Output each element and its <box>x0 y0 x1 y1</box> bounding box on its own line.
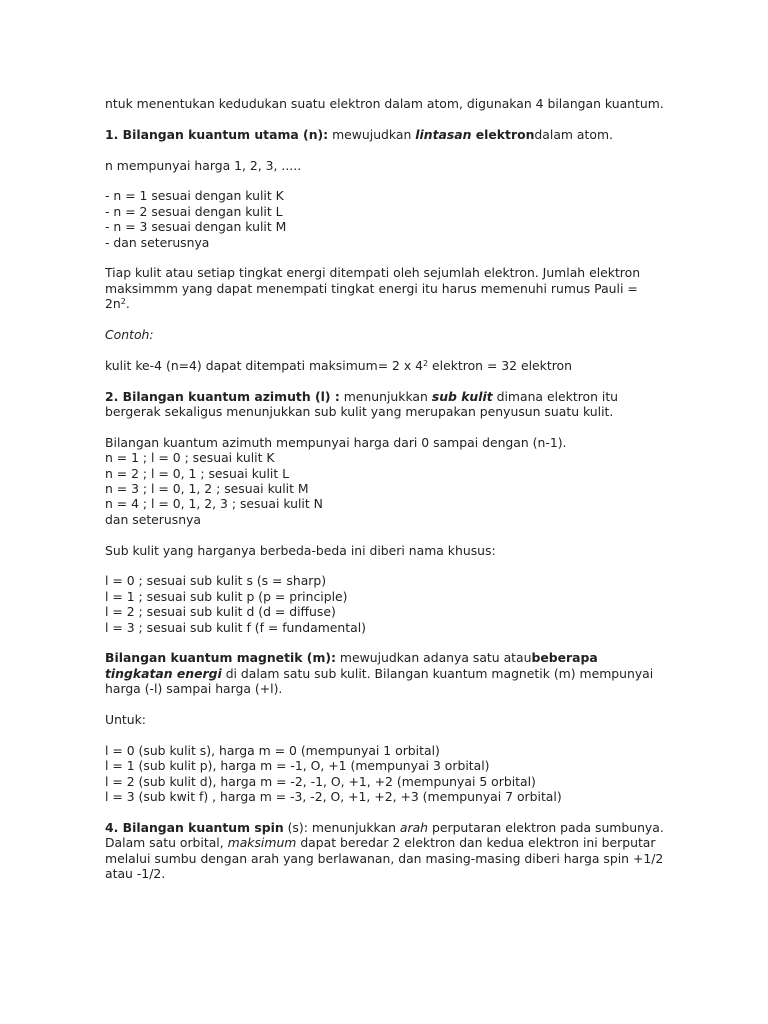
pauli-text: Tiap kulit atau setiap tingkat energi ditempati oleh sejumlah elektron. Jumlah elektron maksimmm yang dapat menempati tingkat energi itu harus memenuhi rumus Pauli = 2n <box>105 265 641 312</box>
list-item: l = 3 (sub kwit f) , harga m = -3, -2, O, +1, +2, +3 (mempunyai 7 orbital) <box>105 789 562 805</box>
contoh-label <box>105 327 665 342</box>
list-item: n = 2 ; l = 0, 1 ; sesuai kulit L <box>105 465 290 481</box>
section4-p2-text: Dalam satu orbital, <box>105 835 228 851</box>
section3-text: mewujudkan adanya satu atau <box>335 650 532 666</box>
section4-emphasis: arah <box>399 819 429 835</box>
section3-title: Bilangan kuantum magnetik (m): <box>105 650 336 666</box>
example-line <box>105 358 665 373</box>
section1-bold: elektron <box>471 126 535 142</box>
pauli-superscript: 2 <box>120 297 126 307</box>
list-item: - n = 2 sesuai dengan kulit L <box>105 203 283 219</box>
list-item: - n = 3 sesuai dengan kulit M <box>105 219 287 235</box>
example-text-end: elektron = 32 elektron <box>428 357 572 373</box>
section4-p2-emphasis: maksimum <box>227 835 297 851</box>
untuk-label: Untuk: <box>105 712 146 728</box>
list-item: l = 3 ; sesuai sub kulit f (f = fundamental) <box>105 619 366 635</box>
section2-text: menunjukkan <box>339 388 432 404</box>
section3-text-end: di dalam satu sub kulit. Bilangan kuantum magnetik (m) mempunyai harga (-l) sampai harga (+l). <box>105 665 654 697</box>
list-item: l = 1 (sub kulit p), harga m = -1, O, +1 (mempunyai 3 orbital) <box>105 758 490 774</box>
pauli-paragraph <box>105 265 665 311</box>
contoh-text: Contoh: <box>105 327 154 343</box>
section1-text: mewujudkan <box>328 126 416 142</box>
section3-heading <box>105 650 665 696</box>
example-text: kulit ke-4 (n=4) dapat ditempati maksimum= 2 x 4 <box>105 357 423 373</box>
list-item: Bilangan kuantum azimuth mempunyai harga dari 0 sampai dengan (n-1). <box>105 434 567 450</box>
section4-paragraph <box>105 835 665 881</box>
list-item: l = 0 (sub kulit s), harga m = 0 (mempunyai 1 orbital) <box>105 742 440 758</box>
section1-text-end: dalam atom. <box>534 126 613 142</box>
list-item: n = 1 ; l = 0 ; sesuai kulit K <box>105 450 275 466</box>
list-item: - n = 1 sesuai dengan kulit K <box>105 188 284 204</box>
section4-p2-text-end: dapat beredar 2 elektron dan kedua elektron ini berputar melalui sumbu dengan arah yang berlawanan, dan masing-masing diberi harga spin +1/2 atau -1/2. <box>105 835 664 882</box>
section2-heading <box>105 389 665 420</box>
section4-title: 4. Bilangan kuantum spin <box>105 819 284 835</box>
list-item: - dan seterusnya <box>105 234 210 250</box>
section1-emphasis: lintasan <box>415 126 472 142</box>
list-item: l = 2 (sub kulit d), harga m = -2, -1, O, +1, +2 (mempunyai 5 orbital) <box>105 773 536 789</box>
section2-text-end: dimana elektron itu bergerak sekaligus menunjukkan sub kulit yang merupakan penyusun suatu kulit. <box>105 388 619 420</box>
section2-emphasis: sub kulit <box>431 388 493 404</box>
pauli-end: . <box>125 296 130 312</box>
section3-emphasis: tingkatan energi <box>105 665 222 681</box>
section2-title: 2. Bilangan kuantum azimuth (l) : <box>105 388 340 404</box>
section1-title: 1. Bilangan kuantum utama (n): <box>105 126 329 142</box>
list-item: dan seterusnya <box>105 511 201 527</box>
list-item: l = 2 ; sesuai sub kulit d (d = diffuse) <box>105 604 336 620</box>
list-item: l = 0 ; sesuai sub kulit s (s = sharp) <box>105 573 327 589</box>
intro-paragraph: ntuk menentukan kedudukan suatu elektron dalam atom, digunakan 4 bilangan kuantum. <box>105 96 664 111</box>
example-superscript: 2 <box>423 358 429 368</box>
section3-bold: beberapa <box>531 650 598 666</box>
section4-text: (s): menunjukkan <box>283 819 400 835</box>
section4-heading <box>105 820 665 835</box>
list-item: n = 4 ; l = 0, 1, 2, 3 ; sesuai kulit N <box>105 496 323 512</box>
section1-harga: n mempunyai harga 1, 2, 3, ..... <box>105 157 302 173</box>
section1-heading <box>105 127 665 142</box>
list-item: l = 1 ; sesuai sub kulit p (p = principle) <box>105 588 348 604</box>
subkulit-intro: Sub kulit yang harganya berbeda-beda ini diberi nama khusus: <box>105 542 496 558</box>
document-page <box>105 96 665 882</box>
section4-text-end: perputaran elektron pada sumbunya. <box>428 819 664 835</box>
list-item: n = 3 ; l = 0, 1, 2 ; sesuai kulit M <box>105 481 309 497</box>
